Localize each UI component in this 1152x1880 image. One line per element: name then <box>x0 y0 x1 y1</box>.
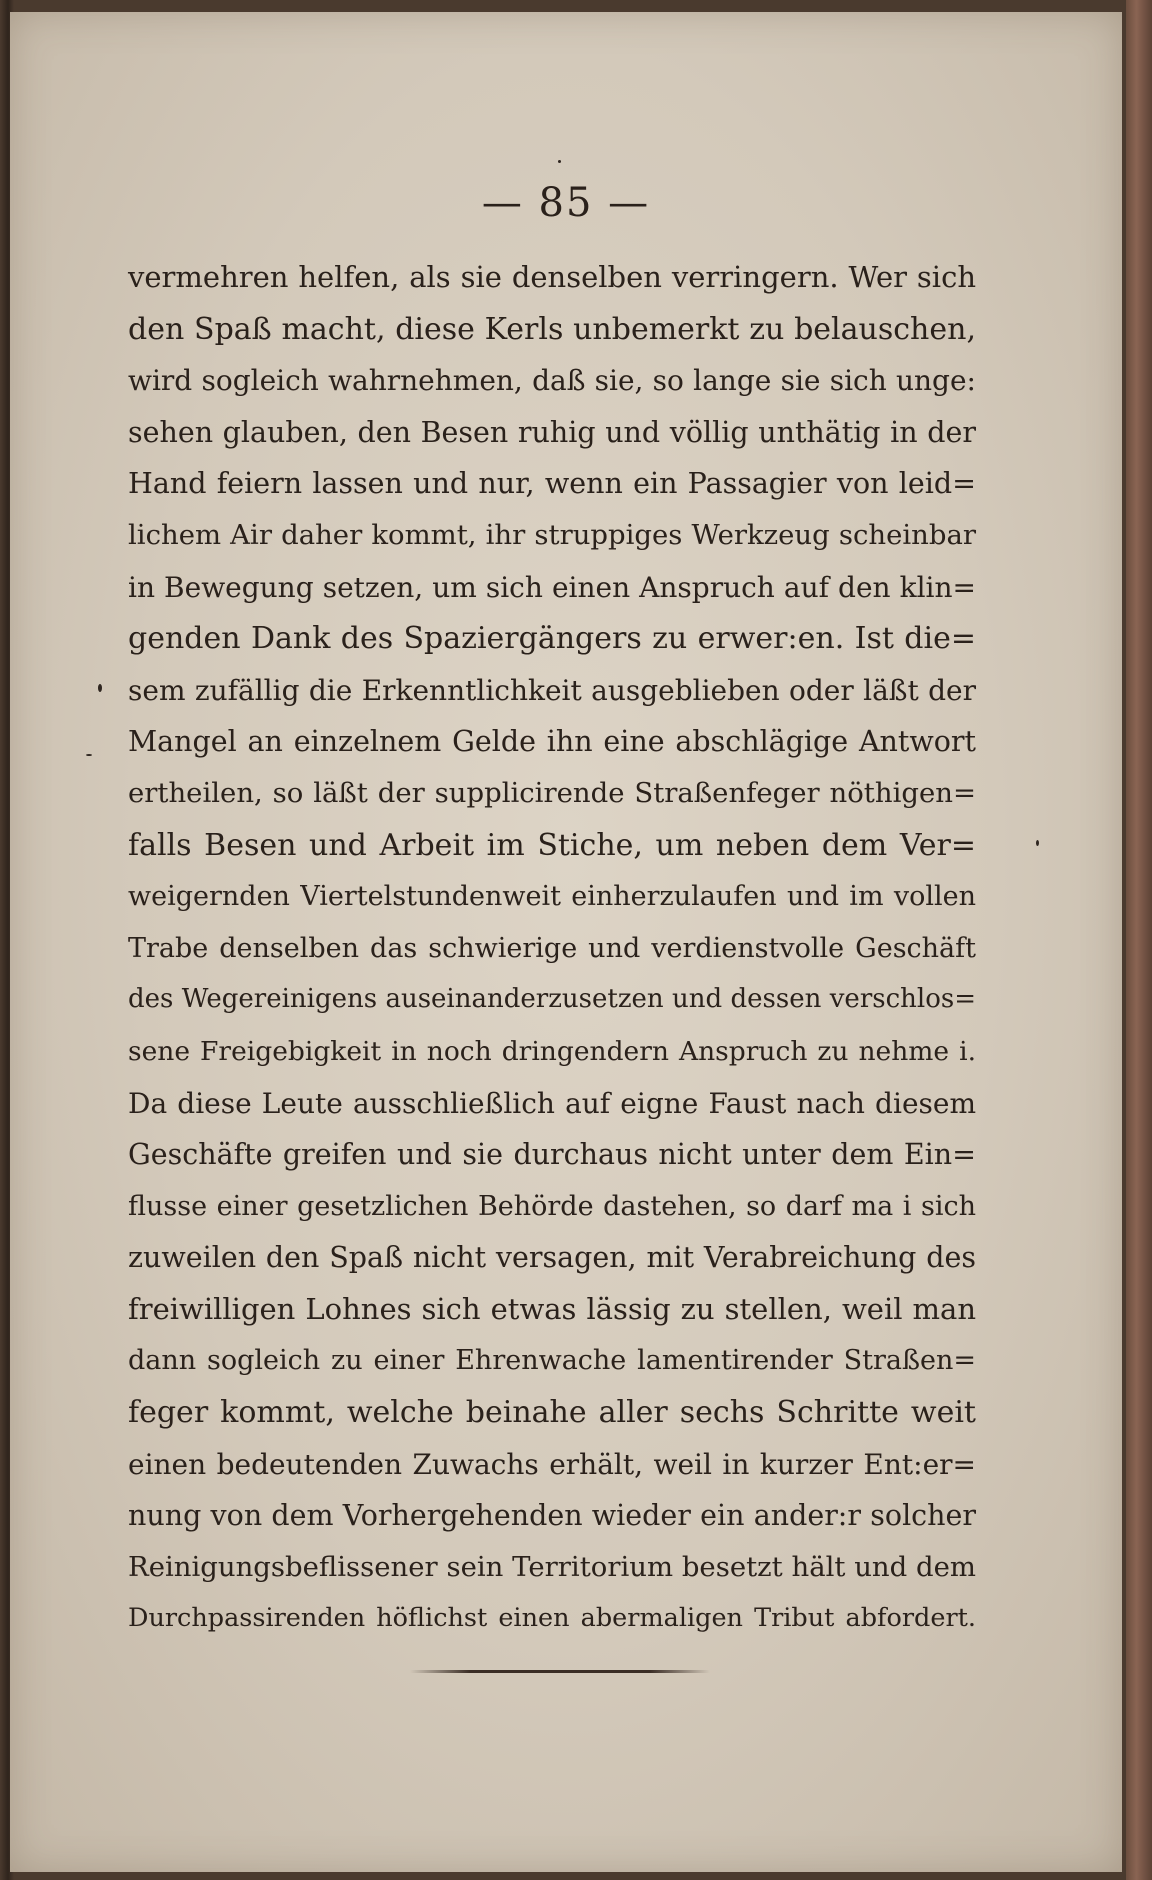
text-line: feger kommt, welche beinahe aller sechs Schritte weit <box>128 1395 976 1431</box>
end-rule <box>410 1670 710 1673</box>
text-line: zuweilen den Spaß nicht versagen, mit Verabreichung des <box>128 1241 976 1275</box>
ink-speck <box>558 160 561 163</box>
text-line: genden Dank des Spaziergängers zu erwer:en. Ist die= <box>128 621 976 657</box>
text-line: flusse einer gesetzlichen Behörde dastehen, so darf ma i sich <box>128 1190 976 1222</box>
text-line: freiwilligen Lohnes sich etwas lässig zu stellen, weil man <box>128 1291 976 1326</box>
ink-speck <box>86 754 92 756</box>
text-line: Reinigungsbeflissener sein Territorium besetzt hält und dem <box>128 1550 976 1583</box>
text-line: einen bedeutenden Zuwachs erhält, weil in kurzer Ent:er= <box>128 1447 976 1481</box>
text-line: Trabe denselben das schwierige und verdienstvolle Geschäft <box>128 932 976 964</box>
ink-speck <box>98 684 102 692</box>
text-line: Da diese Leute ausschließlich auf eigne Faust nach diesem <box>128 1086 976 1120</box>
text-line: lichem Air daher kommt, ihr struppiges Werkzeug scheinbar <box>128 518 976 551</box>
text-line: sem zufällig die Erkenntlichkeit ausgeblieben oder läßt der <box>128 673 976 707</box>
body-text <box>128 252 976 1645</box>
text-line: nung von dem Vorhergehenden wieder ein ander:r solcher <box>128 1499 976 1533</box>
text-line: Geschäfte greifen und sie durchaus nicht unter dem Ein= <box>128 1138 976 1172</box>
text-line: ertheilen, so läßt der supplicirende Straßenfeger nöthigen= <box>128 776 976 809</box>
page-number: — 85 — <box>481 180 651 226</box>
text-line: in Bewegung setzen, um sich einen Anspruch auf den klin= <box>128 570 976 604</box>
text-line: Hand feiern lassen und nur, wenn ein Passagier von leid= <box>128 467 976 501</box>
text-line: des Wegereinigens auseinanderzusetzen und dessen verschlos= <box>128 984 976 1015</box>
text-line: Mangel an einzelnem Gelde ihn eine abschlägige Antwort <box>128 725 976 759</box>
text-line: vermehren helfen, als sie denselben verringern. Wer sich <box>128 260 976 294</box>
book-page <box>10 12 1122 1872</box>
text-line: sehen glauben, den Besen ruhig und völlig unthätig in der <box>128 415 976 449</box>
ink-speck <box>1036 840 1039 846</box>
text-line: sene Freigebigkeit in noch dringendern Anspruch zu nehme i. <box>128 1035 976 1067</box>
text-line: wird sogleich wahrnehmen, daß sie, so lange sie sich unge: <box>128 364 976 398</box>
text-line: falls Besen und Arbeit im Stiche, um neben dem Ver= <box>128 827 976 863</box>
book-edge <box>1126 0 1152 1880</box>
text-line: den Spaß macht, diese Kerls unbemerkt zu belauschen, <box>128 311 976 347</box>
text-line: weigernden Viertelstundenweit einherzulaufen und im vollen <box>128 881 976 913</box>
text-line: Durchpassirenden höflichst einen abermaligen Tribut abfordert. <box>128 1603 976 1634</box>
text-line: dann sogleich zu einer Ehrenwache lamentirender Straßen= <box>128 1345 976 1377</box>
